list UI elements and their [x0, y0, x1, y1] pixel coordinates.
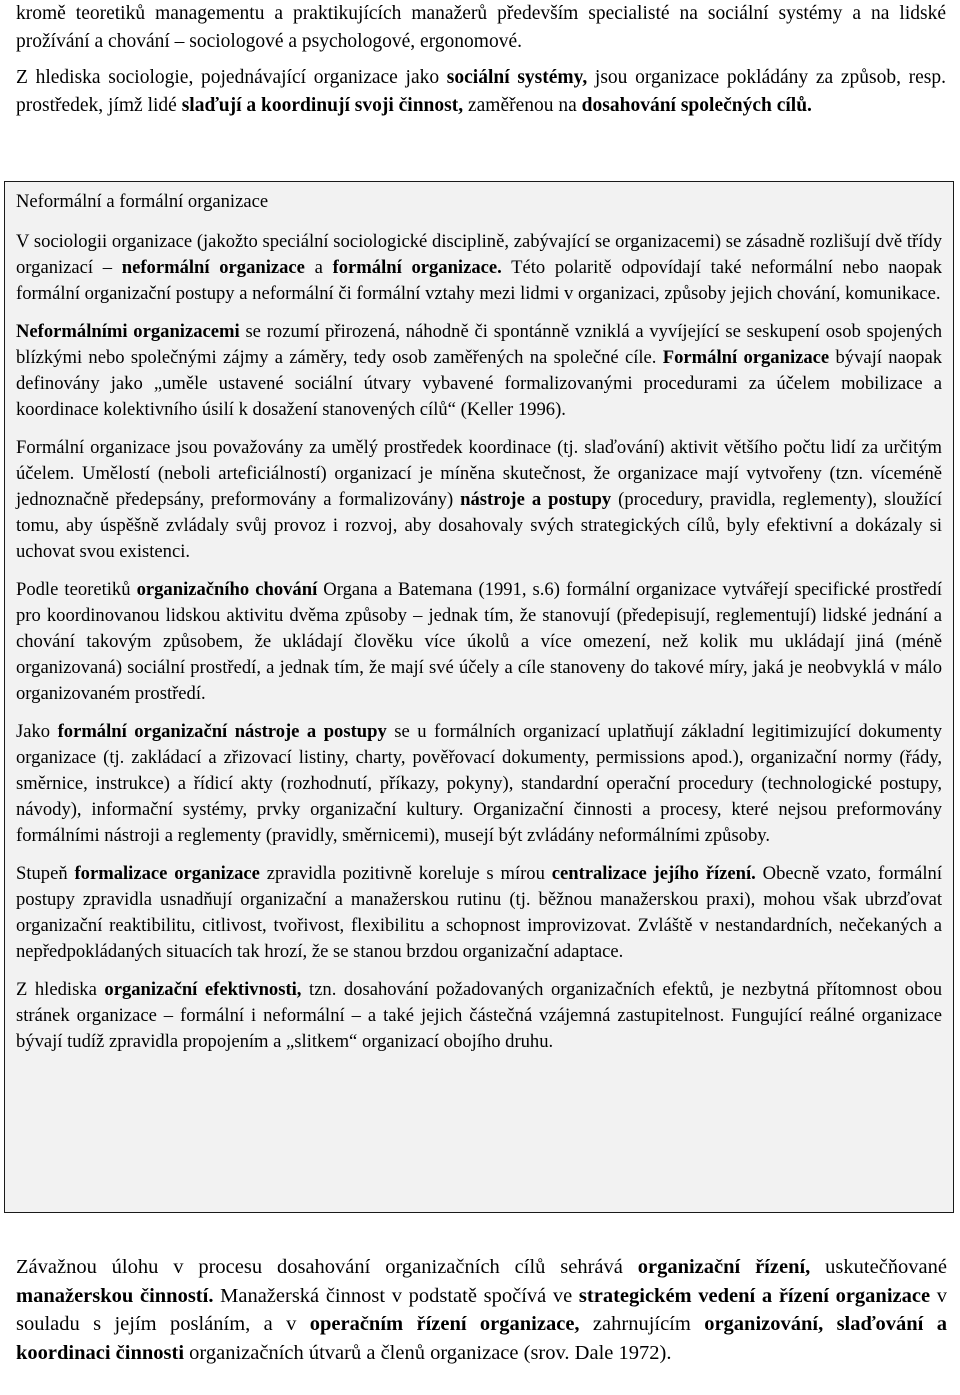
- intro-text: [16, 0, 946, 128]
- box-paragraph-7: Z hlediska organizační efektivnosti, tzn. dosahování požadovaných organizačních efektů, je nezbytná přítomnost obou stránek organizace – formální i neformální – a také jejich částečná vzájemná zastupitelnost. Fungující reálné organizace bývají tudíž zpravidla propojením a „slitkem“ organizací obojího druhu.: [16, 979, 942, 1052]
- box-paragraph-2: Neformálními organizacemi se rozumí přirozená, náhodně či spontánně vzniklá a vyvíjející se seskupení osob spojených blízkými nebo společnými zájmy a záměry, tedy osob zaměřených na společné cíle. Formální organizace bývají naopak definovány jako „uměle ustavené sociální útvary vybavené formalizovanými procedurami za účelem mobilizace a koordinace kolektivního úsilí k dosažení stanovených cílů“ (Keller 1996).: [16, 321, 943, 420]
- closing-paragraph: Závažnou úlohu v procesu dosahování organizačních cílů sehrává organizační řízení, uskutečňované manažerskou činností. Manažerská činnost v podstatě spočívá ve strategickém vedení a řízení organizace v souladu s jejím posláním, a v operačním řízení organizace, zahrnujícím organizování, slaďování a koordinaci činnosti organizačních útvarů a členů organizace (srov. Dale 1972).: [16, 1256, 947, 1364]
- closing-text: [16, 1253, 947, 1367]
- box-paragraph-1: V sociologii organizace (jakožto speciální sociologické disciplině, zabývající se organizacemi) se zásadně rozlišují dvě třídy organizací – neformální organizace a formální organizace. Této polaritě odpovídají také neformální nebo naopak formální organizační postupy a neformální či formální vztahy mezi lidmi v organizaci, způsoby jejich chování, komunikace.: [16, 231, 942, 304]
- box-paragraph-6: Stupeň formalizace organizace zpravidla pozitivně koreluje s mírou centralizace jejího řízení. Obecně vzato, formální postupy zpravidla usnadňují organizační a manažerskou rutinu (tj. běžnou manažerskou praxi), mohou však ubrzďovat organizační reaktibilitu, citlivost, tvořivost, flexibilitu a schopnost improvizovat. Zvláště v nestandardních, nečekaných a nepředpokládaných situacích tak hrozí, že se stanou brzdou organizační adaptace.: [16, 863, 942, 962]
- intro-paragraph-1: kromě teoretiků managementu a praktikujících manažerů především specialisté na sociální systémy a na lidské prožívání a chování – sociologové a psychologové, ergonomové.: [16, 3, 946, 52]
- intro-paragraph-2: Z hlediska sociologie, pojednávající organizace jako sociální systémy, jsou organizace pokládány za způsob, resp. prostředek, jímž lidé slaďují a koordinují svoji činnost, zaměřenou na dosahování společných cílů.: [16, 67, 947, 116]
- box-heading: Neformální a formální organizace: [16, 191, 269, 212]
- box-paragraph-3: Formální organizace jsou považovány za umělý prostředek koordinace (tj. slaďování) aktivit většího počtu lidí za určitým účelem. Umělostí (neboli arteficiálností) organizací je míněna skutečnost, že organizace mají vytvořeny (tzn. víceméně jednoznačně předepsány, preformovány a formalizovány) nástroje a postupy (procedury, pravidla, reglementy), sloužící tomu, aby úspěšně zvládaly svůj provoz i rozvoj, aby dosahovaly svých strategických cílů, byly efektivní a dokázaly si uchovat svou existenci.: [16, 437, 942, 562]
- informal-formal-organization-box: [4, 181, 954, 1213]
- box-paragraph-4: Podle teoretiků organizačního chování Organa a Batemana (1991, s.6) formální organizace vytvářejí specifické prostředí pro koordinovanou lidskou aktivitu dvěma způsoby – jednak tím, že stanovují (předepisují, reglementují) lidské jednání a chování takovým způsobem, že ukládají člověku více úkolů a více omezení, než kolik mu ukládají jiná (méně organizovaná) sociální prostředí, a jednak tím, že mají své účely a cíle stanoveny do takové míry, jaká je neobvyklá v málo organizovaném prostředí.: [16, 579, 942, 704]
- box-paragraph-5: Jako formální organizační nástroje a postupy se u formálních organizací uplatňují základní legitimizující dokumenty organizace (tj. zakládací a zřizovací listiny, charty, pověřovací dokumenty, permissions apod.), organizační normy (řády, směrnice, instrukce) a řídicí akty (rozhodnutí, příkazy, pokyny), standardní operační procedury (technologické postupy, návody), informační systémy, prvky organizační kultury. Organizační činnosti a procesy, které nejsou preformovány formálními nástroji a reglementy (pravidly, směrnicemi), musejí být zvládány neformálními způsoby.: [16, 721, 943, 846]
